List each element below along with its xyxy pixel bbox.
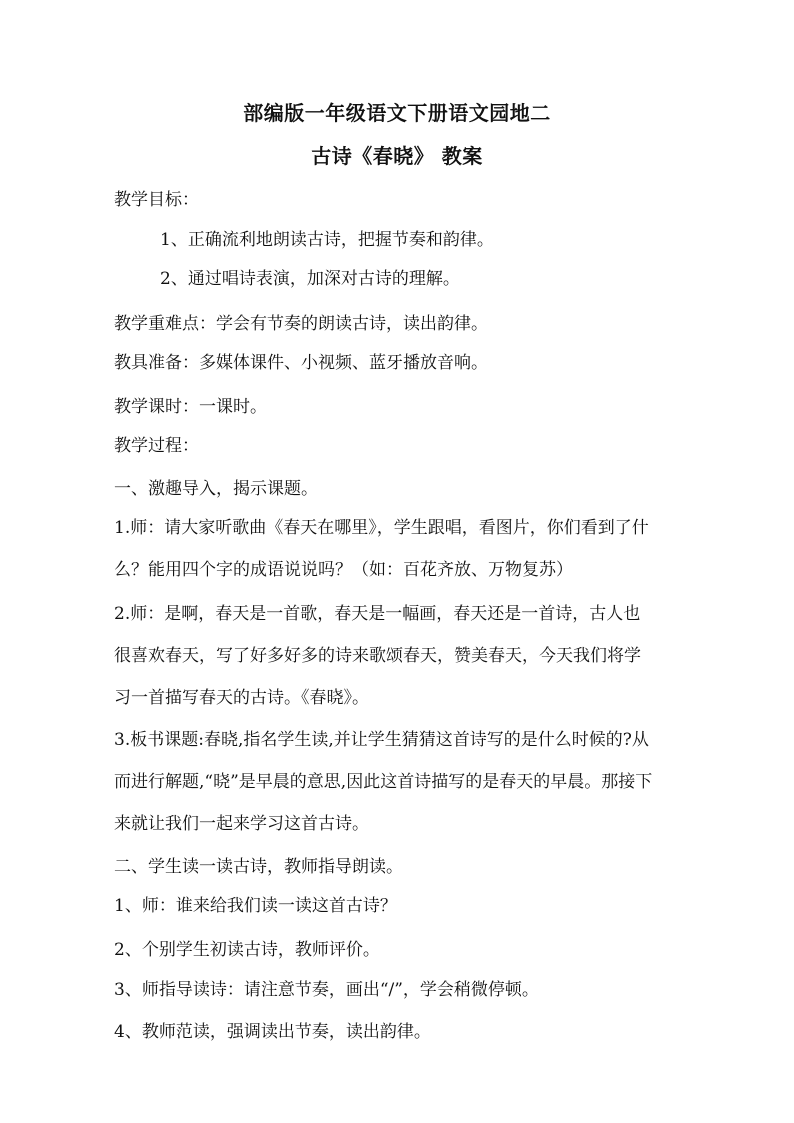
paragraph-line: 2.师：是啊，春天是一首歌，春天是一幅画，春天还是一首诗，古人也 [114, 604, 641, 624]
paragraph-line: 么？能用四个字的成语说说吗？（如：百花齐放、万物复苏） [114, 560, 573, 580]
objectives-heading: 教学目标： [114, 190, 199, 210]
section-heading: 二、学生读一读古诗，教师指导朗读。 [114, 857, 403, 877]
paragraph-line: 习一首描写春天的古诗。《春晓》。 [114, 688, 369, 708]
key-difficulty: 教学重难点：学会有节奏的朗读古诗，读出韵律。 [114, 314, 488, 334]
section-heading: 一、激趣导入，揭示课题。 [114, 479, 318, 499]
objective-item: 2、通过唱诗表演，加深对古诗的理解。 [160, 269, 460, 289]
process-heading: 教学过程： [114, 436, 199, 456]
paragraph-line: 来就让我们一起来学习这首古诗。 [114, 814, 369, 834]
document-title: 部编版一年级语文下册语文园地二 [243, 101, 551, 125]
paragraph-line: 1.师：请大家听歌曲《春天在哪里》，学生跟唱，看图片，你们看到了什 [114, 518, 649, 538]
list-item: 3、师指导读诗：请注意节奏，画出“/”，学会稍微停顿。 [114, 980, 539, 1000]
class-hours: 教学课时：一课时。 [114, 397, 267, 417]
list-item: 2、个别学生初读古诗，教师评价。 [114, 940, 380, 960]
paragraph-line: 很喜欢春天，写了好多好多的诗来歌颂春天，赞美春天，今天我们将学 [114, 646, 641, 666]
document-subtitle: 古诗《春晓》 教案 [311, 144, 483, 168]
teaching-materials: 教具准备：多媒体课件、小视频、蓝牙播放音响。 [114, 353, 488, 373]
list-item: 1、师：谁来给我们读一读这首古诗？ [114, 896, 397, 916]
objective-item: 1、正确流利地朗读古诗，把握节奏和韵律。 [160, 230, 494, 250]
paragraph-line: 而进行解题,“晓”是早晨的意思,因此这首诗描写的是春天的早晨。那接下 [114, 772, 653, 792]
list-item: 4、教师范读，强调读出节奏，读出韵律。 [114, 1022, 431, 1042]
paragraph-line: 3.板书课题:春晓,指名学生读,并让学生猜猜这首诗写的是什么时候的?从 [114, 730, 649, 750]
